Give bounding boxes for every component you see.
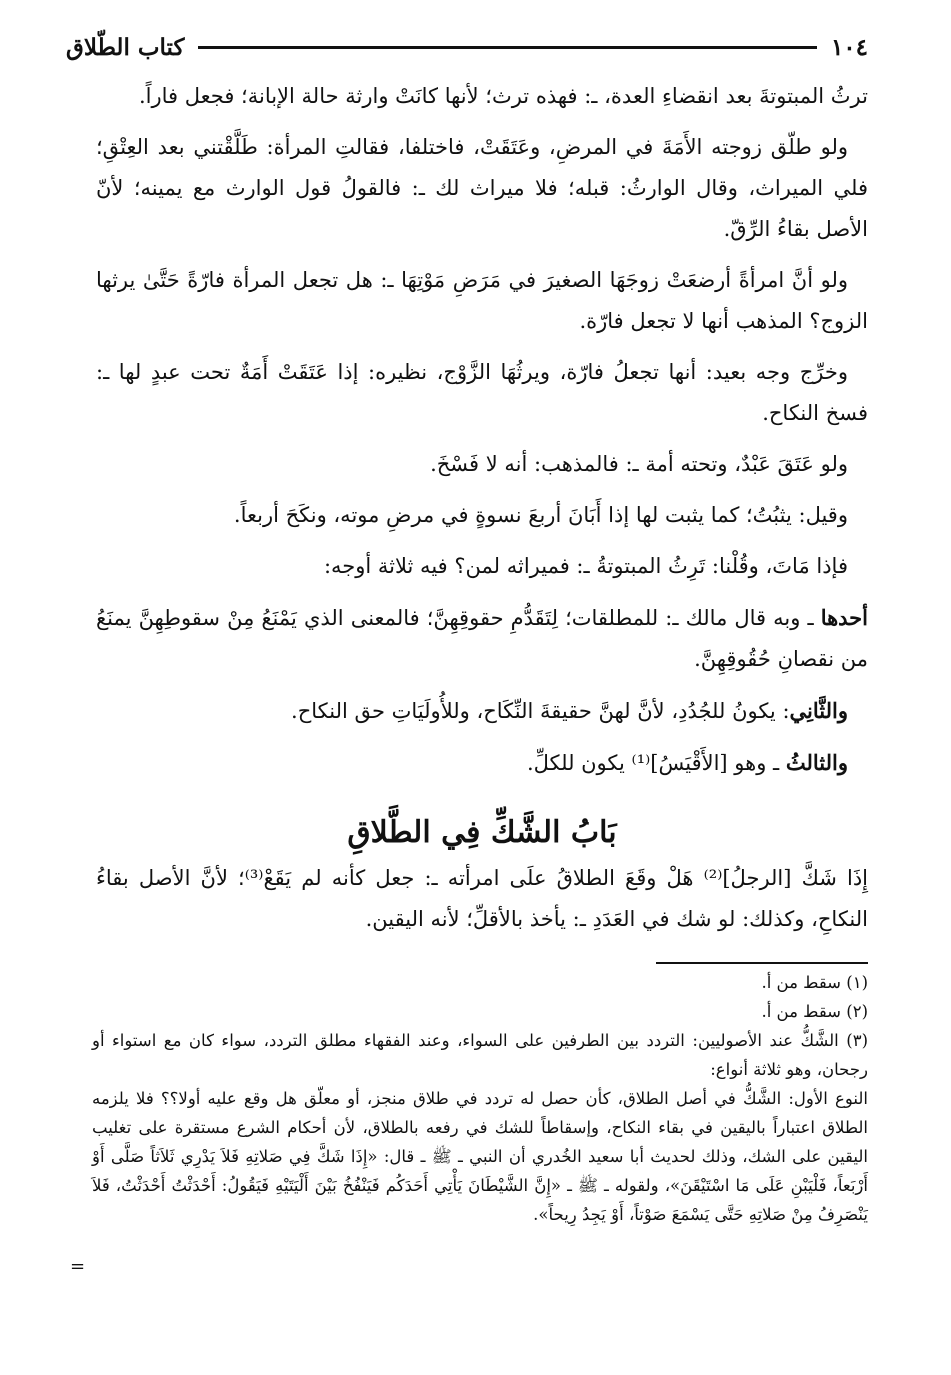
continuation-mark: = [70, 1256, 86, 1277]
view-lead: والثالثُ [785, 750, 848, 775]
running-title: كتاب الطّلاق [66, 33, 185, 61]
view-lead: أحدها [820, 605, 868, 630]
view-text: : يكونُ للجُدُدِ، لأنَّ لهنَّ حقيقةَ النِّكَاح، وللأُولَيَاتِ حق النكاح. [291, 699, 790, 723]
footnote-divider [656, 962, 868, 964]
footnote-continuation: النوع الأول: الشَّكُّ في أصل الطلاق، كأن حصل له تردد في طلاق منجز، أو معلّق هل وقع عليه أولا؟؟ فلا يلزمه الطلاق اعتباراً باليقين في بقاء النكاح، وإسقاطاً للشك في رفعه بالطلاق، لأن أحكام الشرع مستقرة على تغليب اليقين على الشك، وذلك لحديث أبا سعيد الخُدري أن النبي ـ ﷺ ـ قال: «إِذَا شَكَّ فِي صَلاتِهِ فَلاَ يَدْرِي ثَلاَثاً صَلَّى أَوْ أَرْبَعاً، فَلْيَبْنِ عَلَى مَا اسْتَيْقَنَ»، ولقوله ـ ﷺ ـ «إِنَّ الشَّيْطَانَ يَأْتِي أَحَدَكُم فَيَنْفُخُ بَيْنَ أَلْيَتَيْهِ فَيَقُولُ: أَحْدَثْتُ أَحْدَثْتُ، فَلاَ يَنْصَرِفُ مِنْ صَلاتِهِ حَتَّى يَسْمَعَ صَوْتاً، أَوْ يَجِدُ رِيحاً». [92, 1089, 868, 1224]
paragraph: ولو أنَّ امرأةً أرضعَتْ زوجَهَا الصغيرَ في مَرَضِ مَوْتِهَا ـ: هل تجعل المرأة فارّةً حَتَّىٰ يرثها الزوج؟ المذهب أنها لا تجعل فارّة. [96, 268, 868, 333]
chapter-title: بَابُ الشَّكِّ فِي الطَّلاقِ [347, 815, 617, 850]
header-rule [198, 46, 817, 49]
paragraph: وقيل: يثبُتُ؛ كما يثبت لها إذا أَبَانَ أربعَ نسوةٍ في مرضِ موته، ونكَحَ أربعاً. [233, 503, 848, 527]
footnote: (٣) الشَّكُّ عند الأصوليين: التردد بين الطرفين على السواء، وعند الفقهاء مطلق التردد، سواء كان مع استواء أو رجحان، وهو ثلاثة أنواع: [92, 1031, 868, 1079]
view-paragraph [96, 597, 868, 680]
page-header [66, 30, 868, 64]
view-text: ـ وهو [الأَقْيَسُ]⁽¹⁾ يكون للكلِّ. [526, 751, 786, 775]
footnotes [92, 968, 868, 1229]
paragraph: ولو عَتَقَ عَبْدٌ، وتحته أمة ـ: فالمذهب: أنه لا فَسْخَ. [430, 452, 848, 476]
page-number: ١٠٤ [830, 33, 868, 61]
paragraph: ترثُ المبتوتةَ بعد انقضاءِ العدة، ـ: فهذه ترث؛ لأنها كانَتْ وارثة حالة الإبانة؛ فجعل فاراً. [138, 84, 868, 108]
paragraph: وخرِّج وجه بعيد: أنها تجعلُ فارّة، ويرثُهَا الزَّوْج، نظيره: إذا عَتَقَتْ أَمَةٌ تحت عبدٍ لها ـ: فسخ النكاح. [96, 360, 868, 425]
main-text [96, 76, 868, 950]
view-paragraph [96, 742, 868, 784]
footnote: (٢) سقط من أ. [761, 1002, 868, 1021]
view-paragraph [96, 690, 868, 732]
footnote: (١) سقط من أ. [761, 973, 868, 992]
paragraph: ولو طلّق زوجته الأَمَةَ في المرضِ، وعَتَقَتْ، فاختلفا، فقالتِ المرأة: طَلَّقْتني بعد العِتْقِ؛ فلي الميراث، وقال الوارثُ: قبله؛ فلا ميراث لك ـ: فالقولُ قول الوارث مع يمينه؛ لأنّ الأصل بقاءُ الرِّقّ. [96, 135, 868, 241]
view-text: ـ وبه قال مالك ـ: للمطلقات؛ لِتَقَدُّمِ حقوقِهِنَّ؛ فالمعنى الذي يَمْنَعُ مِنْ سقوطِهِنَّ يمنَعُ من نقصانِ حُقُوقِهِنَّ. [96, 606, 868, 671]
paragraph: فإذا مَاتَ، وقُلْنا: تَرِثُ المبتوتةُ ـ: فميراثه لمن؟ فيه ثلاثة أوجه: [323, 554, 848, 578]
view-lead: والثَّانِي [789, 698, 848, 723]
chapter-paragraph: إِذَا شَكَّ [الرجلُ]⁽²⁾ هَلْ وقَعَ الطلاقُ علَى امرأته ـ: جعل كأنه لم يَقَعْ⁽³⁾؛ لأنَّ الأصل بقاءُ النكاحِ، وكذلك: لو شك في العَدَدِ ـ: يأخذ بالأقلِّ؛ لأنه اليقين. [96, 866, 869, 931]
